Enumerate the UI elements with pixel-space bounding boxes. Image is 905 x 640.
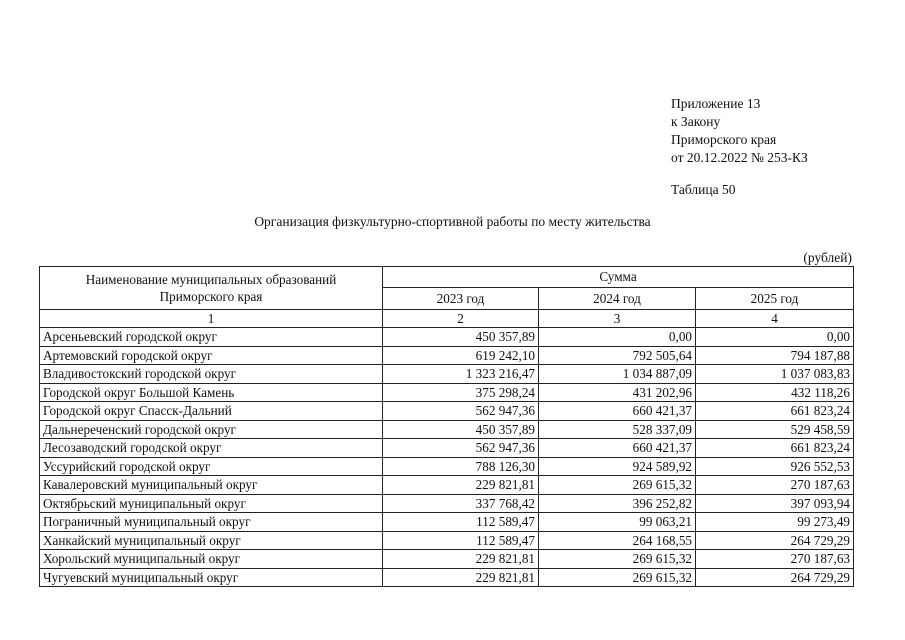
amount-2024-cell: 792 505,64 (539, 346, 696, 365)
table-row (40, 365, 854, 384)
municipality-column-header (40, 267, 383, 310)
municipality-name-cell: Октябрьский муниципальный округ (40, 494, 383, 513)
table-row (40, 550, 854, 569)
column-number-row (40, 310, 854, 328)
amount-2023-cell: 229 821,81 (383, 568, 539, 587)
municipality-name-cell: Дальнереченский городской округ (40, 420, 383, 439)
amount-2023-cell: 450 357,89 (383, 420, 539, 439)
table-row (40, 383, 854, 402)
year-column-header: 2025 год (696, 288, 854, 310)
column-number: 1 (40, 310, 383, 328)
table-row (40, 568, 854, 587)
column-number: 4 (696, 310, 854, 328)
amount-2024-cell: 924 589,92 (539, 457, 696, 476)
municipality-name-cell: Лесозаводский городской округ (40, 439, 383, 458)
appendix-reference (671, 95, 808, 167)
amount-2024-cell: 264 168,55 (539, 531, 696, 550)
municipality-name-cell: Уссурийский городской округ (40, 457, 383, 476)
amount-2025-cell: 270 187,63 (696, 550, 854, 569)
amount-2024-cell: 269 615,32 (539, 476, 696, 495)
table-row (40, 439, 854, 458)
amount-2025-cell: 926 552,53 (696, 457, 854, 476)
amount-2025-cell: 1 037 083,83 (696, 365, 854, 384)
municipality-name-cell: Кавалеровский муниципальный округ (40, 476, 383, 495)
municipality-name-cell: Пограничный муниципальный округ (40, 513, 383, 532)
amount-2023-cell: 1 323 216,47 (383, 365, 539, 384)
amount-2024-cell: 431 202,96 (539, 383, 696, 402)
year-column-header: 2024 год (539, 288, 696, 310)
municipality-name-cell: Городской округ Большой Камень (40, 383, 383, 402)
year-column-header: 2023 год (383, 288, 539, 310)
amount-2024-cell: 660 421,37 (539, 402, 696, 421)
sum-column-header: Сумма (383, 267, 854, 288)
amount-2025-cell: 264 729,29 (696, 531, 854, 550)
table-row (40, 531, 854, 550)
municipality-name-cell: Ханкайский муниципальный округ (40, 531, 383, 550)
amount-2024-cell: 528 337,09 (539, 420, 696, 439)
amount-2023-cell: 229 821,81 (383, 550, 539, 569)
appendix-line: к Закону (671, 114, 721, 129)
amount-2024-cell: 1 034 887,09 (539, 365, 696, 384)
amount-2023-cell: 450 357,89 (383, 328, 539, 347)
amount-2023-cell: 112 589,47 (383, 531, 539, 550)
amount-2024-cell: 396 252,82 (539, 494, 696, 513)
amount-2023-cell: 619 242,10 (383, 346, 539, 365)
column-number: 3 (539, 310, 696, 328)
amount-2025-cell: 529 458,59 (696, 420, 854, 439)
amount-2024-cell: 269 615,32 (539, 568, 696, 587)
municipality-name-cell: Чугуевский муниципальный округ (40, 568, 383, 587)
appendix-line: Приложение 13 (671, 96, 761, 111)
column-number: 2 (383, 310, 539, 328)
amount-2023-cell: 229 821,81 (383, 476, 539, 495)
appendix-line: Приморского края (671, 132, 777, 147)
municipality-name-cell: Хорольский муниципальный округ (40, 550, 383, 569)
municipality-name-cell: Арсеньевский городской округ (40, 328, 383, 347)
amount-2025-cell: 661 823,24 (696, 439, 854, 458)
amount-2025-cell: 270 187,63 (696, 476, 854, 495)
amount-2023-cell: 375 298,24 (383, 383, 539, 402)
amount-2025-cell: 432 118,26 (696, 383, 854, 402)
amount-2023-cell: 337 768,42 (383, 494, 539, 513)
table-row (40, 346, 854, 365)
table-row (40, 420, 854, 439)
amount-2025-cell: 99 273,49 (696, 513, 854, 532)
municipality-name-cell: Владивостокский городской округ (40, 365, 383, 384)
table-row (40, 476, 854, 495)
municipality-name-cell: Городской округ Спасск-Дальний (40, 402, 383, 421)
table-row (40, 457, 854, 476)
amount-2025-cell: 794 187,88 (696, 346, 854, 365)
table-row (40, 402, 854, 421)
amount-2025-cell: 264 729,29 (696, 568, 854, 587)
table-number: Таблица 50 (671, 182, 736, 197)
appendix-line: от 20.12.2022 № 253-КЗ (671, 150, 808, 165)
amount-2023-cell: 562 947,36 (383, 439, 539, 458)
table-row (40, 494, 854, 513)
amount-2024-cell: 99 063,21 (539, 513, 696, 532)
funding-table (39, 266, 854, 587)
municipality-header-line: Наименование муниципальных образований (85, 272, 337, 287)
amount-2025-cell: 397 093,94 (696, 494, 854, 513)
table-row (40, 513, 854, 532)
units-label: (рублей) (803, 250, 852, 265)
amount-2024-cell: 660 421,37 (539, 439, 696, 458)
amount-2025-cell: 661 823,24 (696, 402, 854, 421)
table-row (40, 328, 854, 347)
amount-2024-cell: 269 615,32 (539, 550, 696, 569)
amount-2024-cell: 0,00 (539, 328, 696, 347)
amount-2023-cell: 788 126,30 (383, 457, 539, 476)
amount-2023-cell: 112 589,47 (383, 513, 539, 532)
municipality-name-cell: Артемовский городской округ (40, 346, 383, 365)
amount-2023-cell: 562 947,36 (383, 402, 539, 421)
document-title: Организация физкультурно-спортивной работы по месту жительства (254, 214, 651, 229)
municipality-header-line: Приморского края (159, 289, 263, 304)
amount-2025-cell: 0,00 (696, 328, 854, 347)
